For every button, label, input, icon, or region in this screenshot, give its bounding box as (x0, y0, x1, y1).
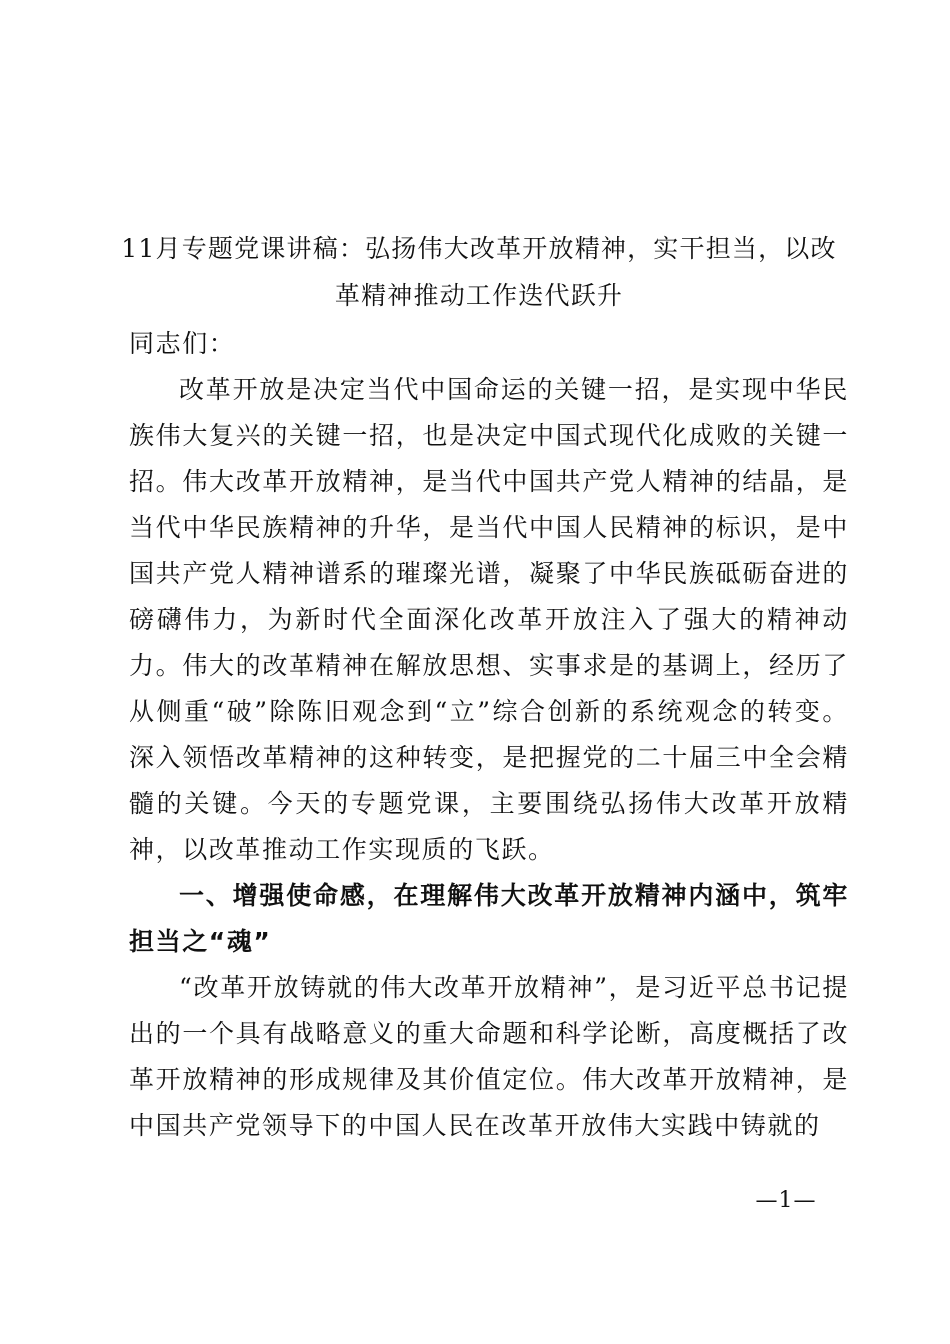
document-title-line-1: 11月专题党课讲稿：弘扬伟大改革开放精神，实干担当，以改 (121, 234, 837, 263)
page-number: —1— (755, 1188, 817, 1213)
paragraph-section-1: “改革开放铸就的伟大改革开放精神”，是习近平总书记提出的一个具有战略意义的重大命题和科学论断，高度概括了改革开放精神的形成规律及其价值定位。伟大改革开放精神，是中国共产党领导下的中国人民在改革开放伟大实践中铸就的 (129, 973, 849, 1140)
document-body (129, 321, 849, 1149)
paragraph-intro: 改革开放是决定当代中国命运的关键一招，是实现中华民族伟大复兴的关键一招，也是决定中国式现代化成败的关键一招。伟大改革开放精神，是当代中国共产党人精神的结晶，是当代中华民族精神的升华，是当代中国人民精神的标识，是中国共产党人精神谱系的璀璨光谱，凝聚了中华民族砥砺奋进的磅礴伟力，为新时代全面深化改革开放注入了强大的精神动力。伟大的改革精神在解放思想、实事求是的基调上，经历了从侧重“破”除陈旧观念到“立”综合创新的系统观念的转变。深入领悟改革精神的这种转变，是把握党的二十届三中全会精髓的关键。今天的专题党课，主要围绕弘扬伟大改革开放精神，以改革推动工作实现质的飞跃。 (129, 375, 849, 864)
document-title-line-2: 革精神推动工作迭代跃升 (334, 281, 624, 310)
greeting: 同志们： (129, 329, 236, 358)
section-heading-1: 一、增强使命感，在理解伟大改革开放精神内涵中，筑牢担当之“魂” (129, 881, 849, 956)
